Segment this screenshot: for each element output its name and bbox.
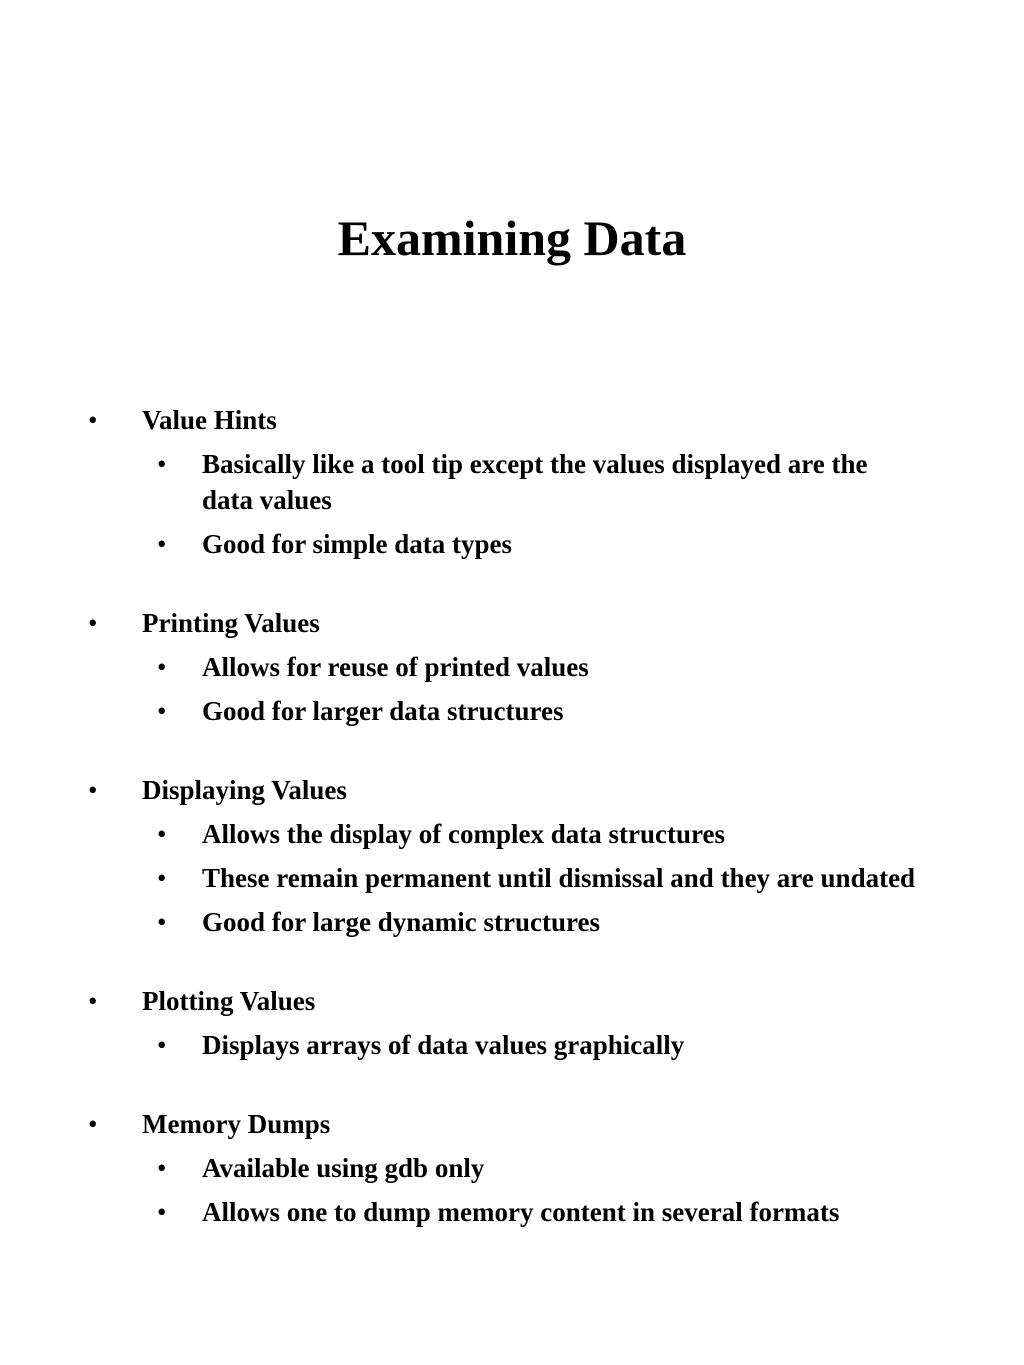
section-displaying-values xyxy=(0,772,1024,940)
list-item-text: Allows the display of complex data structures xyxy=(202,819,725,849)
section-heading-text: Memory Dumps xyxy=(142,1109,331,1139)
section-plotting-values xyxy=(0,983,1024,1063)
list-item-text: Good for large dynamic structures xyxy=(202,907,600,937)
section-printing-values xyxy=(0,605,1024,729)
section-heading-text: Displaying Values xyxy=(142,775,347,805)
list-item xyxy=(0,649,1024,685)
list-item xyxy=(0,1194,1024,1230)
section-heading xyxy=(0,1106,1024,1142)
bullet-icon: • xyxy=(88,1109,98,1139)
page-title: Examining Data xyxy=(337,210,687,266)
list-item xyxy=(0,860,1024,896)
section-heading-text: Printing Values xyxy=(142,608,320,638)
list-item-text: Good for larger data structures xyxy=(202,696,564,726)
bullet-icon: • xyxy=(88,608,98,638)
list-item xyxy=(0,526,1024,562)
list-item-text: These remain permanent until dismissal and they are undated xyxy=(202,863,916,893)
list-item xyxy=(0,446,1024,518)
bullet-icon: • xyxy=(88,986,98,1016)
bullet-list xyxy=(0,402,1024,1273)
section-heading xyxy=(0,772,1024,808)
list-item-text: Available using gdb only xyxy=(202,1153,485,1183)
list-item xyxy=(0,1027,1024,1063)
list-item-text: Displays arrays of data values graphically xyxy=(202,1030,685,1060)
section-heading xyxy=(0,402,1024,438)
bullet-icon: • xyxy=(88,405,98,435)
bullet-icon: • xyxy=(157,1197,167,1227)
bullet-icon: • xyxy=(157,696,167,726)
list-item-text: Allows for reuse of printed values xyxy=(202,652,589,682)
bullet-icon: • xyxy=(157,449,167,479)
bullet-icon: • xyxy=(157,529,167,559)
section-memory-dumps xyxy=(0,1106,1024,1230)
bullet-icon: • xyxy=(88,775,98,805)
list-item xyxy=(0,816,1024,852)
list-item xyxy=(0,1150,1024,1186)
section-value-hints xyxy=(0,402,1024,562)
bullet-icon: • xyxy=(157,652,167,682)
list-item-text: Good for simple data types xyxy=(202,529,513,559)
bullet-icon: • xyxy=(157,863,167,893)
list-item xyxy=(0,693,1024,729)
bullet-icon: • xyxy=(157,1153,167,1183)
bullet-icon: • xyxy=(157,907,167,937)
list-item xyxy=(0,904,1024,940)
list-item-text: Allows one to dump memory content in several formats xyxy=(202,1197,840,1227)
section-heading xyxy=(0,605,1024,641)
section-heading xyxy=(0,983,1024,1019)
bullet-icon: • xyxy=(157,819,167,849)
section-heading-text: Value Hints xyxy=(142,405,277,435)
list-item-text: Basically like a tool tip except the values displayed are the data values xyxy=(202,449,868,515)
section-heading-text: Plotting Values xyxy=(142,986,316,1016)
bullet-icon: • xyxy=(157,1030,167,1060)
